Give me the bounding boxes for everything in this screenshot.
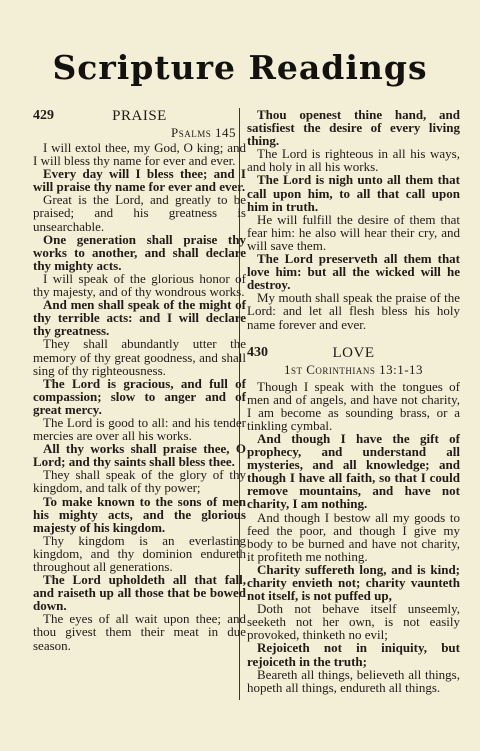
verse-response: To make known to the sons of men his mighty acts, and the glorious majesty of his kingdom. [33, 493, 246, 535]
verse: Beareth all things, believeth all things, hopeth all things, endureth all things. [247, 666, 460, 695]
verse: The Lord is good to all: and his tender mercies are over all his works. [33, 414, 246, 444]
verse-response: The Lord is nigh unto all them that call upon him, to all that call upon him in truth. [247, 172, 460, 214]
reading-title: LOVE [332, 344, 375, 361]
verse-response: And though I have the gift of prophecy, and understand all mysteries, and all knowledge; and though I have all faith, so that I could remove mountains, and have not charity, I am nothing. [247, 430, 460, 512]
verse-response: The Lord is gracious, and full of compassion; slow to anger and of great mercy. [33, 375, 246, 417]
verse-response: Charity suffereth long, and is kind; charity envieth not; charity vaunteth not itself, is not puffed up, [247, 561, 460, 604]
reading-number: 430 [247, 344, 268, 360]
reading-reference: Psalms 145 [171, 125, 236, 140]
verse-response: The Lord preserveth all them that love him: but all the wicked will he destroy. [247, 251, 460, 293]
verse-response: One generation shall praise thy works to another, and shall declare thy mighty acts. [33, 231, 246, 273]
verse: The Lord is righteous in all his ways, and holy in all his works. [247, 146, 460, 175]
verse-response: And men shall speak of the might of thy terrible acts: and I will declare thy greatness. [33, 297, 246, 339]
verse-response: Every day will I bless thee; and I will praise thy name for ever and ever. [33, 166, 246, 195]
reading-title: PRAISE [112, 108, 167, 124]
reading-heading [247, 345, 460, 362]
verse: My mouth shall speak the praise of the Lord: and let all flesh bless his holy name forever and ever. [247, 290, 460, 332]
verse: They shall speak of the glory of thy kingdom, and talk of thy power; [33, 467, 246, 496]
verse-response: The Lord upholdeth all that fall, and raiseth up all those that be bowed down. [33, 572, 246, 614]
verse: Thy kingdom is an everlasting kingdom, and thy dominion endureth throughout all generations. [33, 532, 246, 574]
reading-heading [33, 108, 246, 125]
verse: I will extol thee, my God, O king; and I will bless thy name for ever and ever. [33, 140, 246, 169]
verse: Though I speak with the tongues of men and of angels, and have not charity, I am become as sounding brass, or a tinkling cymbal. [247, 378, 460, 433]
right-column [247, 108, 460, 694]
verse: Great is the Lord, and greatly to be praised; and his greatness is unsearchable. [33, 192, 246, 234]
reading-reference: 1st Corinthians 13:1-13 [283, 361, 424, 377]
verse-response: Rejoiceth not in iniquity, but rejoiceth in the truth; [247, 640, 460, 669]
reading-number: 429 [33, 108, 54, 123]
verse: He will fulfill the desire of them that fear him: he also will hear their cry, and will save them. [247, 211, 460, 253]
verse: Doth not behave itself unseemly, seeketh not her own, is not easily provoked, thinketh no evil; [247, 601, 460, 643]
left-column [33, 108, 246, 652]
verse: I will speak of the glorious honor of thy majesty, and of thy wondrous works. [33, 270, 246, 300]
verse: They shall abundantly utter the memory of thy great goodness, and shall sing of thy righteousness. [33, 336, 246, 378]
verse: The eyes of all wait upon thee; and thou givest them their meat in due season. [33, 611, 246, 653]
verse: And though I bestow all my goods to feed the poor, and though I give my body to be burned and have not charity, it profiteth me nothing. [247, 509, 460, 564]
page-title: Scripture Readings [52, 48, 428, 87]
verse-response: All thy works shall praise thee, O Lord; and thy saints shall bless thee. [33, 441, 246, 470]
reading-section [247, 345, 460, 694]
verse-response: Thou openest thine hand, and satisfiest the desire of every living thing. [247, 107, 460, 149]
